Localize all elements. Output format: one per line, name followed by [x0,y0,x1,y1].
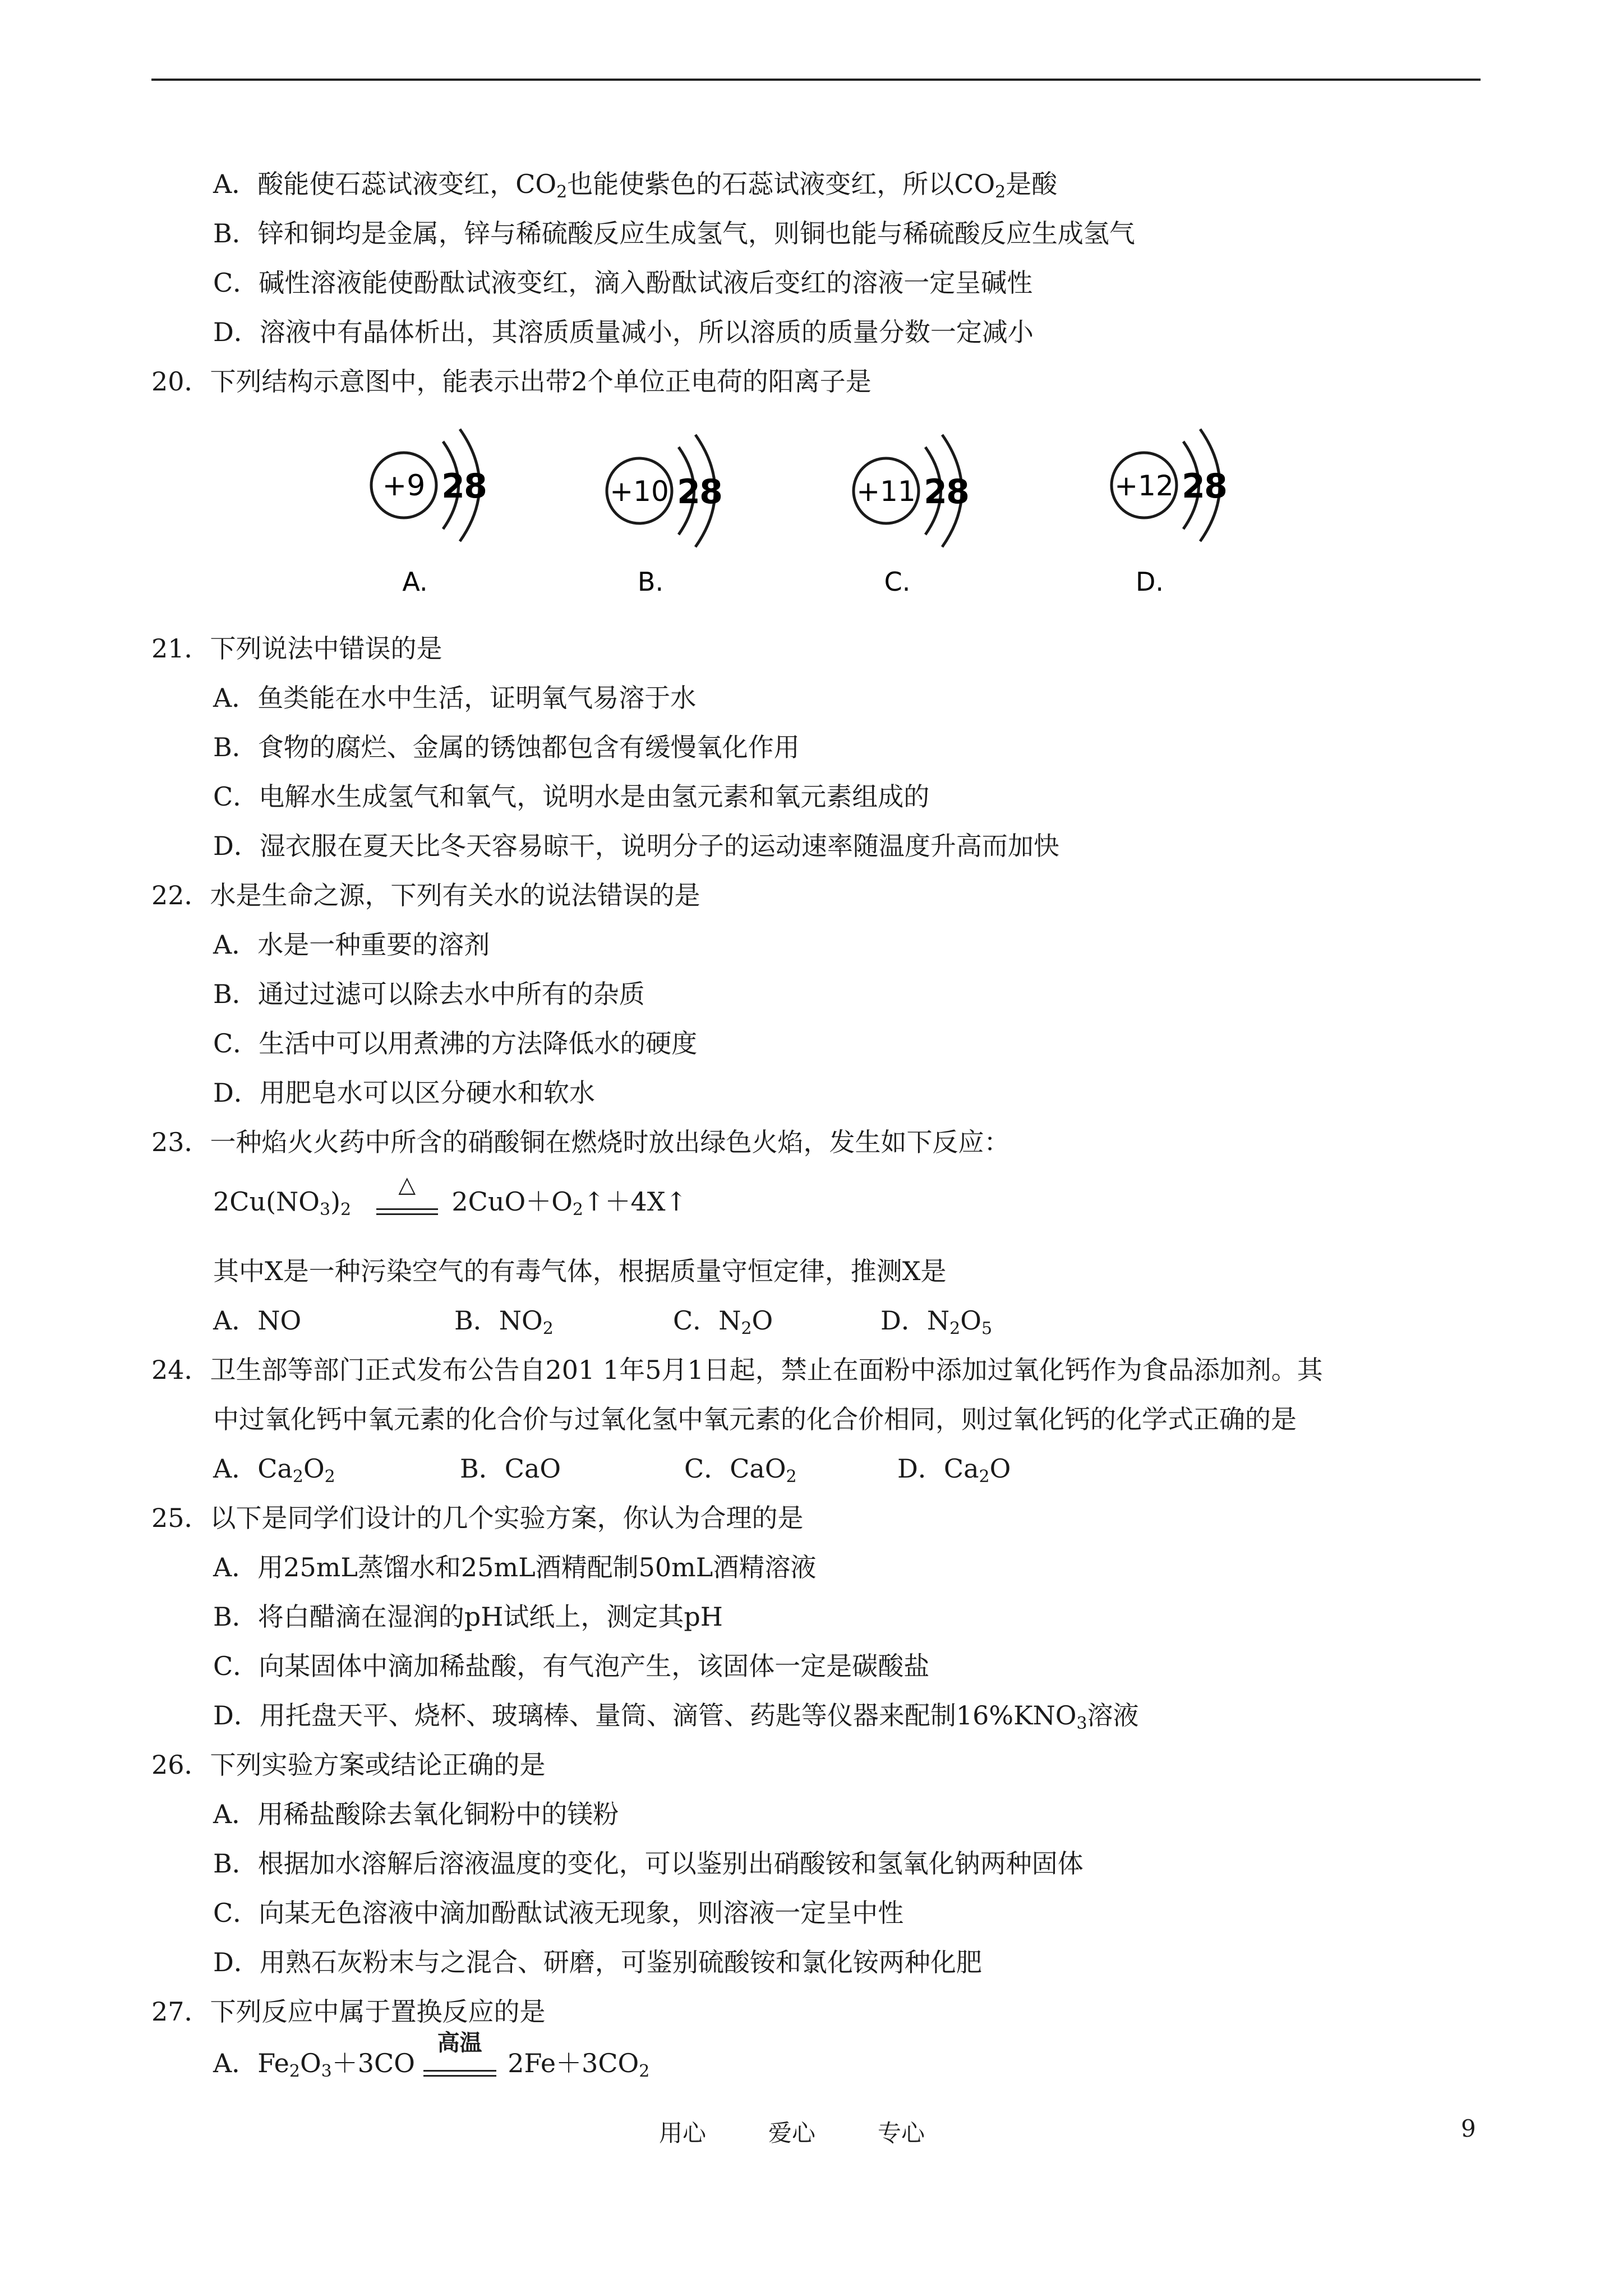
q24-stem-line1: 24．卫生部等部门正式发布公告自201 1年5月1日起，禁止在面粉中添加过氧化钙作为食品添加剂。其 [151,1355,1323,1385]
nucleus-label: +10 [610,475,669,508]
q26-option-c: C．向某无色溶液中滴加酚酞试液无现象，则溶液一定呈中性 [213,1898,904,1928]
q26-option-a: A．用稀盐酸除去氧化铜粉中的镁粉 [213,1799,619,1829]
atom-diagram-a [371,429,487,597]
svg-text:8: 8 [946,472,970,512]
diagram-label: D. [1135,567,1164,597]
q23-followup: 其中X是一种污染空气的有毒气体，根据质量守恒定律，推测X是 [213,1256,947,1286]
footer-item-3: 专心 [878,2119,925,2147]
q22-option-a: A．水是一种重要的溶剂 [213,930,490,960]
nucleus-label: +12 [1114,470,1174,502]
diagram-label: C. [884,567,911,597]
diagram-label: B. [637,567,664,597]
svg-text:8: 8 [464,467,487,506]
nucleus-label: +11 [856,475,916,508]
diagram-label: A. [402,567,428,597]
q23-option-c: C．$N_2O$ [673,1305,773,1338]
q26-option-b: B．根据加水溶解后溶液温度的变化，可以鉴别出硝酸铵和氢氧化钠两种固体 [213,1848,1083,1879]
q25-option-a: A．用25mL蒸馏水和25mL酒精配制50mL酒精溶液 [213,1552,817,1582]
q25-option-d: D．用托盘天平、烧杯、玻璃棒、量筒、滴管、药匙等仪器来配制$16\%KNO_3$溶液 [213,1700,1139,1733]
q23-option-a: A．NO [213,1305,302,1336]
svg-text:2: 2 [441,467,465,506]
q25-option-c: C．向某固体中滴加稀盐酸，有气泡产生，该固体一定是碳酸盐 [213,1651,930,1681]
q21-option-d: D．湿衣服在夏天比冬天容易晾干，说明分子的运动速率随温度升高而加快 [213,831,1059,861]
svg-text:8: 8 [699,472,723,512]
atom-diagram-c [854,435,970,597]
q25-option-b: B．将白醋滴在湿润的pH试纸上，测定其pH [213,1602,723,1632]
q27-stem: 27．下列反应中属于置换反应的是 [151,1996,546,2027]
q20-stem: 20．下列结构示意图中，能表示出带2个单位正电荷的阳离子是 [151,366,872,397]
q23-equation: $2Cu(NO_3)_2$ △ $2CuO+O_2↑+4X↑$ [213,1186,687,1217]
q24-option-d: D．$Ca_2O$ [897,1453,1011,1487]
q19-option-d: D．溶液中有晶体析出，其溶质质量减小，所以溶质的质量分数一定减小 [213,317,1034,347]
atom-diagram-d [1112,429,1228,597]
q25-stem: 25．以下是同学们设计的几个实验方案，你认为合理的是 [151,1503,804,1533]
header-rule [151,79,1481,81]
q23-stem: 23．一种焰火火药中所含的硝酸铜在燃烧时放出绿色火焰，发生如下反应： [151,1127,1010,1157]
q22-option-d: D．用肥皂水可以区分硬水和软水 [213,1078,595,1108]
svg-text:8: 8 [1204,467,1228,506]
q21-option-b: B．食物的腐烂、金属的锈蚀都包含有缓慢氧化作用 [213,732,800,762]
atom-diagram-b [607,435,723,597]
q27-option-a: A．$Fe_2O_3+3CO$ 高温 $2Fe+3CO_2$ [213,2047,649,2079]
q23-option-b: B．$NO_2$ [454,1305,554,1338]
q19-option-b: B．锌和铜均是金属，锌与稀硫酸反应生成氢气，则铜也能与稀硫酸反应生成氢气 [213,218,1135,249]
q24-option-a: A．$Ca_2O_2$ [213,1453,335,1487]
q24-option-b: B．CaO [460,1453,561,1484]
q26-stem: 26．下列实验方案或结论正确的是 [151,1750,546,1780]
footer-item-2: 爱心 [768,2119,816,2147]
q22-option-b: B．通过过滤可以除去水中所有的杂质 [213,979,645,1009]
q24-stem-line2: 中过氧化钙中氧元素的化合价与过氧化氢中氧元素的化合价相同，则过氧化钙的化学式正确的是 [213,1404,1297,1434]
q24-option-c: C．CaO$_2$ [684,1453,797,1487]
footer-item-1: 用心 [659,2119,707,2147]
heat-condition: △ [398,1172,416,1198]
q26-option-d: D．用熟石灰粉末与之混合、研磨，可鉴别硫酸铵和氯化铵两种化肥 [213,1947,982,1977]
q21-option-a: A．鱼类能在水中生活，证明氧气易溶于水 [213,683,697,713]
q19-option-c: C．碱性溶液能使酚酞试液变红，滴入酚酞试液后变红的溶液一定呈碱性 [213,268,1033,298]
q21-stem: 21．下列说法中错误的是 [151,633,442,664]
page-number: 9 [1461,2115,1476,2142]
q22-stem: 22．水是生命之源，下列有关水的说法错误的是 [151,880,700,910]
svg-text:2: 2 [677,472,700,512]
q22-option-c: C．生活中可以用煮沸的方法降低水的硬度 [213,1028,698,1059]
q21-option-c: C．电解水生成氢气和氧气，说明水是由氢元素和氧元素组成的 [213,781,930,812]
q20-atom-diagrams [359,418,1234,609]
svg-text:2: 2 [1182,467,1205,506]
q19-option-a: A．酸能使石蕊试液变红，$CO_2$也能使紫色的石蕊试液变红，所以$CO_2$是酸 [213,169,1058,202]
nucleus-label: +9 [382,469,426,503]
svg-text:2: 2 [924,472,947,512]
high-temp-condition: 高温 [437,2030,482,2056]
q23-option-d: D．$N_2O_5$ [880,1305,993,1338]
